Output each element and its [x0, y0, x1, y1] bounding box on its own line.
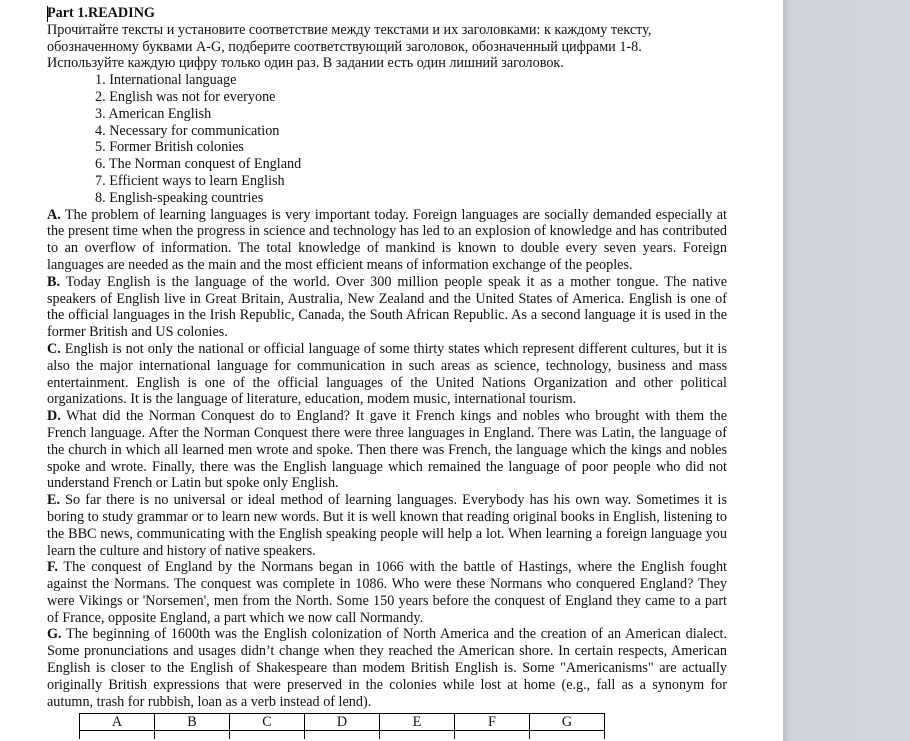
- answer-cell[interactable]: [80, 731, 155, 740]
- text-body: English is not only the national or official language of some thirty states which represent different cultures, but it is also the major international language for communication in such areas as science, technology, business and mass entertainment. English is one of the official languages of the United Nations Organization and other political organizations. It is the language of literature, education, modem music, international tourism.: [47, 340, 727, 408]
- heading-item: 3. American English: [95, 105, 212, 122]
- heading-item: 8. English-speaking countries: [95, 189, 264, 206]
- text-a: [47, 207, 727, 274]
- text-letter: F.: [47, 559, 58, 576]
- text-letter: G.: [47, 626, 62, 643]
- answer-header-cell: G: [530, 714, 605, 731]
- instruction-line-1: Прочитайте тексты и установите соответствие между текстами и их заголовками: к каждому тексту,: [47, 21, 652, 38]
- heading-item: 7. Efficient ways to learn English: [95, 172, 285, 189]
- answer-header-cell: F: [455, 714, 530, 731]
- text-e: [47, 492, 727, 559]
- heading-item: 2. English was not for everyone: [95, 88, 276, 105]
- text-body: The conquest of England by the Normans began in 1066 with the battle of Hastings, where the English fought against the Normans. The conquest was complete in 1086. Who were these Normans who conquered England? They were Vikings or 'Norsemen', men from the North. Some 150 years before the conquest of England they came to a part of France, opposite England, a part which we now call Normandy.: [47, 559, 727, 626]
- answer-cell[interactable]: [530, 731, 605, 740]
- document-body[interactable]: [47, 5, 727, 710]
- text-body: The beginning of 1600th was the English colonization of North America and the creation of an American dialect. Some pronunciations and usages didn’t change when they reached the American shore. In certain respects, American English is closer to the English of Shakespeare than modem British English is. Some "Americanisms" are actually originally British expressions that were preserved in the colonies while lost at home (e.g., fall as a synonym for autumn, trash for rubbish, loan as a verb instead of lend).: [47, 626, 727, 710]
- answer-header-cell: E: [380, 714, 455, 731]
- text-body: Today English is the language of the world. Over 300 million people speak it as a mother tongue. The native speakers of English live in Great Britain, Australia, New Zealand and the United States of America. English is one of the official languages in the Irish Republic, Canada, the South African Republic. As a second language it is used in the former British and US colonies.: [47, 273, 727, 341]
- instruction-line-3: Используйте каждую цифру только один раз. В задании есть один лишний заголовок.: [47, 55, 564, 72]
- answer-cell[interactable]: [305, 731, 380, 740]
- answer-header-cell: C: [230, 714, 305, 731]
- answer-header-cell: D: [305, 714, 380, 731]
- heading-item: 4. Necessary for communication: [95, 122, 280, 139]
- text-body: So far there is no universal or ideal method of learning languages. Everybody has his own way. Sometimes it is boring to study grammar or to learn new words. But it is well known that reading original books in English, listening to the BBC news, communicating with the English speaking people will help a lot. When learning a foreign language you learn the culture and history of native speakers.: [47, 492, 727, 559]
- answer-cell[interactable]: [380, 731, 455, 740]
- text-b: [47, 274, 727, 341]
- heading-item: 5. Former British colonies: [95, 139, 244, 156]
- answer-cell[interactable]: [230, 731, 305, 740]
- answer-cell[interactable]: [455, 731, 530, 740]
- text-letter: E.: [47, 492, 61, 509]
- heading-item: 1. International language: [95, 72, 237, 89]
- text-body: What did the Norman Conquest do to England? It gave it French kings and nobles who brought with them the French language. After the Norman Conquest there were three languages in England. There was Latin, the language of the church in which all learned men wrote and spoke. Then there was French, the language which the kings and nobles spoke and wrote. Finally, there was the English language which remained the language of poor people who did not understand French or Latin but spoke only English.: [47, 408, 727, 492]
- text-body: The problem of learning languages is very important today. Foreign languages are socially demanded especially at the present time when the progress in science and technology has led to an explosion of knowledge and has contributed to an overflow of information. The total knowledge of mankind is known to double every seven years. Foreign languages are needed as the main and the most efficient means of information exchange of the peoples.: [47, 206, 727, 273]
- window-side-panel: [783, 0, 910, 741]
- instruction-line-2: обозначенному буквами A-G, подберите соответствующий заголовок, обозначенный цифрами 1-8.: [47, 38, 642, 55]
- text-d: [47, 408, 727, 492]
- answer-header-cell: A: [80, 714, 155, 731]
- text-f: [47, 559, 727, 626]
- text-letter: C.: [47, 340, 61, 357]
- answer-cell[interactable]: [155, 731, 230, 740]
- text-letter: D.: [47, 408, 61, 425]
- text-c: [47, 341, 727, 408]
- text-letter: B.: [47, 273, 61, 290]
- answer-header-cell: B: [155, 714, 230, 731]
- text-g: [47, 626, 727, 710]
- answer-table[interactable]: [79, 713, 605, 739]
- headings-list: [47, 72, 727, 206]
- heading-item: 6. The Norman conquest of England: [95, 156, 302, 173]
- text-letter: A.: [47, 206, 61, 223]
- page-title: Part 1.READING: [47, 5, 155, 21]
